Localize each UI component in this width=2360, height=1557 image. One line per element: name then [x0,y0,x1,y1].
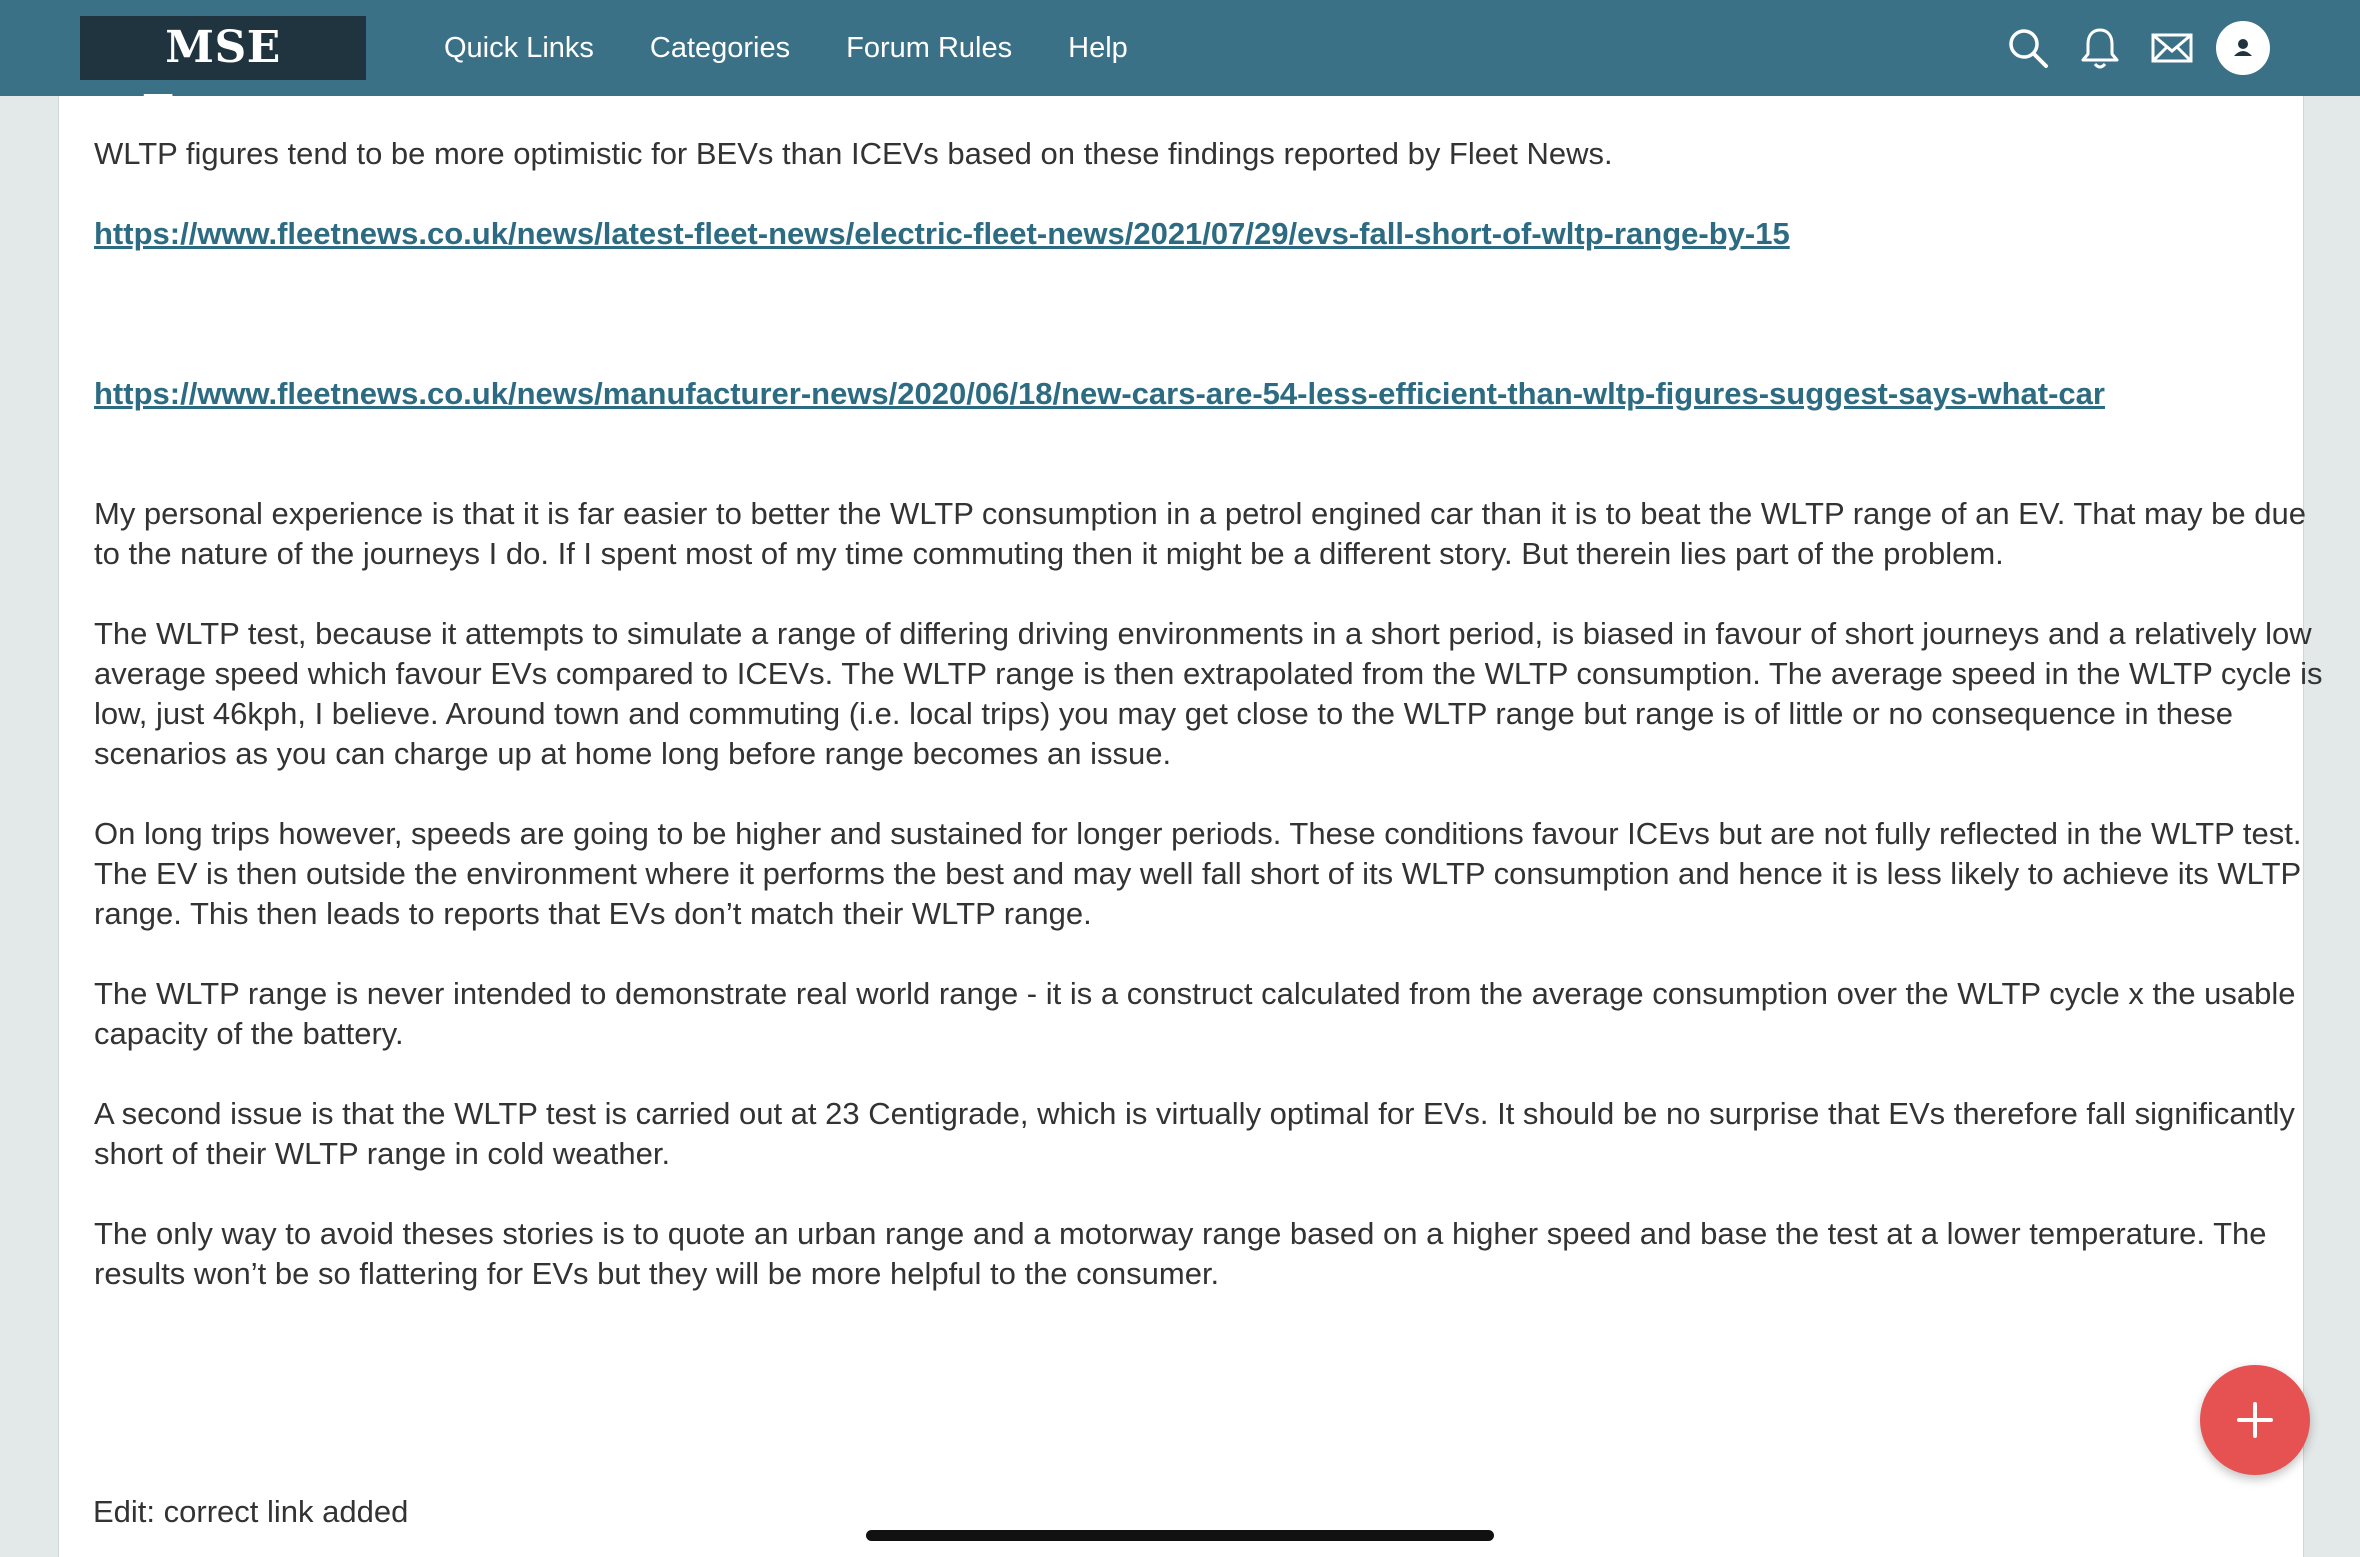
user-avatar-icon[interactable] [2216,21,2270,75]
fleetnews-link-2020[interactable]: https://www.fleetnews.co.uk/news/manufacturer-news/2020/06/18/new-cars-are-54-less-efficient-than-wltp-figures-suggest-says-what-car [94,376,2105,411]
mail-icon[interactable] [2148,24,2196,72]
search-icon[interactable] [2004,24,2052,72]
post-paragraph: My personal experience is that it is far easier to better the WLTP consumption in a petrol engined car than it is to beat the WLTP range of an EV. That may be due to the nature of the journeys I do. If I spent most of my time commuting then it might be a different story. But therein lies part of the problem. [94,496,2306,571]
forum-post-body [94,134,2334,1334]
bell-icon[interactable] [2076,24,2124,72]
post-paragraph: The WLTP test, because it attempts to simulate a range of differing driving environments in a short period, is biased in favour of short journeys and a relatively low average speed which favour EVs compared to ICEVs. The WLTP range is then extrapolated from the WLTP consumption. The average speed in the WLTP cycle is low, just 46kph, I believe. Around town and commuting (i.e. local trips) you may get close to the WLTP range but range is of little or no consequence in these scenarios as you can charge up at home long before range becomes an issue. [94,616,2323,771]
nav-help[interactable]: Help [1068,31,1128,64]
post-content-panel [58,96,2323,1557]
post-paragraph: A second issue is that the WLTP test is carried out at 23 Centigrade, which is virtually optimal for EVs. It should be no surprise that EVs therefore fall significantly short of their WLTP range in cold weather. [94,1096,2295,1171]
main-nav [444,0,1184,96]
plus-icon [2200,1365,2310,1475]
post-paragraph: The only way to avoid theses stories is to quote an urban range and a motorway range based on a higher speed and base the test at a lower temperature. The results won’t be so flattering for EVs but they will be more helpful to the consumer. [94,1216,2267,1291]
nav-forum-rules[interactable]: Forum Rules [846,31,1013,64]
post-paragraph: On long trips however, speeds are going to be higher and sustained for longer periods. These conditions favour ICEvs but are not fully reflected in the WLTP test. The EV is then outside the environment where it performs the best and may well fall short of its WLTP consumption and hence it is less likely to achieve its WLTP range. This then leads to reports that EVs don’t match their WLTP range. [94,816,2302,931]
nav-categories[interactable]: Categories [649,31,791,64]
post-intro: WLTP figures tend to be more optimistic for BEVs than ICEVs based on these findings reported by Fleet News. [94,136,1613,171]
fleetnews-link-2021[interactable]: https://www.fleetnews.co.uk/news/latest-fleet-news/electric-fleet-news/2021/07/29/evs-fall-short-of-wltp-range-by-15 [94,216,1790,251]
edit-note: Edit: correct link added [93,1494,409,1529]
home-indicator[interactable] [866,1530,1494,1541]
site-logo[interactable]: MSE [80,16,366,80]
top-navigation-bar [0,0,2360,96]
new-post-button[interactable] [2200,1365,2310,1475]
nav-quick-links[interactable]: Quick Links [444,31,594,64]
post-paragraph: The WLTP range is never intended to demonstrate real world range - it is a construct calculated from the average consumption over the WLTP cycle x the usable capacity of the battery. [94,976,2296,1051]
